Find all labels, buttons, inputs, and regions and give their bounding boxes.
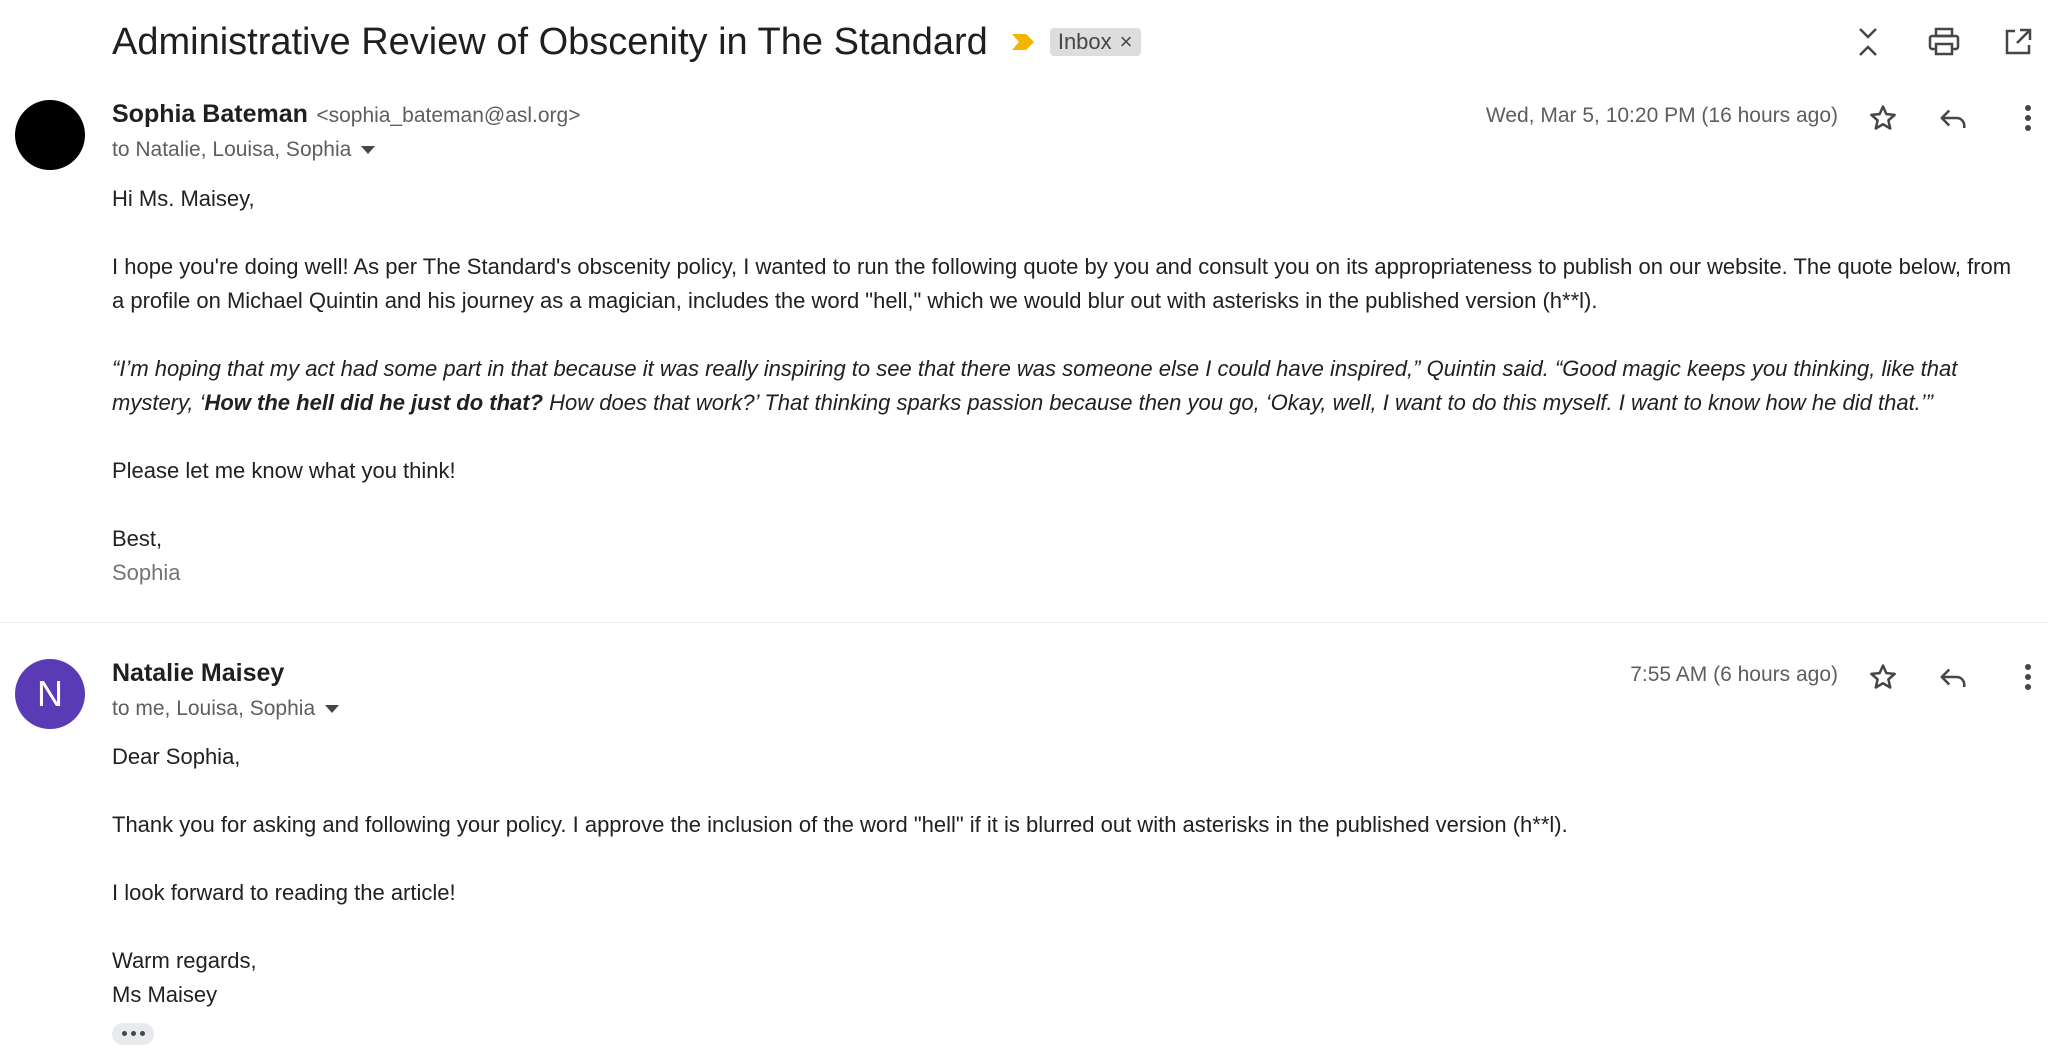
importance-marker-icon[interactable] bbox=[1010, 32, 1036, 52]
print-icon[interactable] bbox=[1924, 22, 1964, 62]
body-paragraph: I look forward to reading the article! bbox=[112, 880, 456, 905]
open-in-new-window-icon[interactable] bbox=[1998, 22, 2038, 62]
inbox-label-chip bbox=[1050, 28, 1141, 56]
message-date: 7:55 AM (6 hours ago) bbox=[1630, 663, 1838, 686]
show-details-chevron-icon[interactable] bbox=[325, 705, 339, 713]
greeting: Dear Sophia, bbox=[112, 744, 241, 769]
quote-text-end: How does that work?’ That thinking sparks passion because then you go, ‘Okay, well, I want to do this myself. I want to know how he did that.’” bbox=[543, 390, 1934, 415]
message-divider bbox=[0, 622, 2048, 623]
sender-email: <sophia_bateman@asl.org> bbox=[316, 104, 581, 127]
inbox-label-text: Inbox bbox=[1057, 29, 1112, 54]
message-body bbox=[112, 740, 2012, 1046]
thread-toolbar bbox=[1848, 22, 2048, 62]
show-trimmed-content-button[interactable] bbox=[112, 1023, 154, 1045]
message-body bbox=[112, 182, 2012, 590]
body-paragraph: Thank you for asking and following your policy. I approve the inclusion of the word "hell" if it is blurred out with asterisks in the published version (h**l). bbox=[112, 812, 1568, 837]
signature: Sophia bbox=[112, 560, 181, 585]
signature: Ms Maisey bbox=[112, 982, 218, 1007]
closing-request: Please let me know what you think! bbox=[112, 458, 456, 483]
reply-icon[interactable] bbox=[1933, 657, 1973, 697]
collapse-all-icon[interactable] bbox=[1848, 22, 1888, 62]
recipients-text: to Natalie, Louisa, Sophia bbox=[112, 138, 352, 161]
recipients bbox=[112, 697, 339, 721]
star-icon[interactable] bbox=[1863, 98, 1903, 138]
signoff: Warm regards, bbox=[112, 948, 257, 973]
greeting: Hi Ms. Maisey, bbox=[112, 186, 255, 211]
quote-bold-text: How the hell did he just do that? bbox=[204, 390, 544, 415]
quote-text: “I’m hoping that my act had some part in that because it was really inspiring to see that there was someone else I could have inspired,” Quintin said. “Good magic keeps you thinking, like that mystery, ‘ bbox=[112, 356, 1958, 415]
sender-avatar[interactable] bbox=[15, 100, 85, 170]
message-date: Wed, Mar 5, 10:20 PM (16 hours ago) bbox=[1485, 104, 1838, 127]
signoff: Best, bbox=[112, 526, 163, 551]
sender-info bbox=[112, 100, 581, 129]
sender-avatar[interactable] bbox=[15, 659, 85, 729]
more-options-icon[interactable] bbox=[2008, 657, 2048, 697]
sender-info bbox=[112, 659, 284, 688]
recipients bbox=[112, 138, 375, 162]
recipients-text: to me, Louisa, Sophia bbox=[112, 697, 316, 720]
body-paragraph: I hope you're doing well! As per The Standard's obscenity policy, I wanted to run the following quote by you and consult you on its appropriateness to publish on our website. The quote below, from a profile on Michael Quintin and his journey as a magician, includes the word "hell," which we would blur out with asterisks in the published version (h**l). bbox=[112, 254, 2012, 313]
avatar-letter: N bbox=[37, 673, 63, 714]
show-details-chevron-icon[interactable] bbox=[361, 146, 375, 154]
sender-name[interactable]: Natalie Maisey bbox=[112, 659, 285, 687]
reply-icon[interactable] bbox=[1933, 98, 1973, 138]
quote-paragraph bbox=[112, 352, 2012, 420]
remove-label-icon[interactable]: × bbox=[1119, 29, 1133, 54]
thread-subject: Administrative Review of Obscenity in The Standard bbox=[112, 20, 988, 63]
more-options-icon[interactable] bbox=[2008, 98, 2048, 138]
sender-name[interactable]: Sophia Bateman bbox=[112, 100, 308, 128]
thread-header bbox=[112, 14, 1141, 70]
star-icon[interactable] bbox=[1863, 657, 1903, 697]
